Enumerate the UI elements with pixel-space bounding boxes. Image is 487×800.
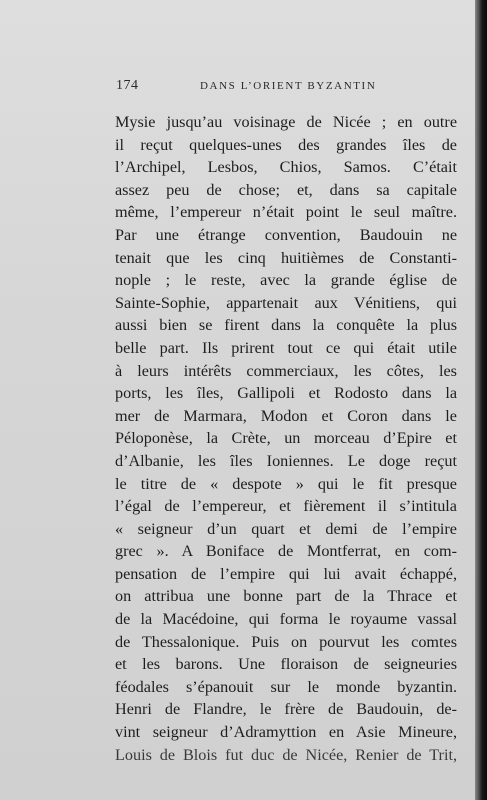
running-head [116,78,456,98]
text-line: aussi bien se firent dans la conquête la plus [115,316,457,335]
text-line: d’Albanie, les îles Ioniennes. Le doge reçut [115,451,457,470]
text-line: de Thessalonique. Puis on pourvut les comtes [115,632,457,651]
text-line: l’égal de l’empereur, et fièrement il s’intitula [115,497,457,516]
text-line: « seigneur d’un quart et demi de l’empire [115,519,457,538]
text-line: on attribua une bonne part de la Thrace et [115,587,457,606]
text-line: féodales s’épanouit sur le monde byzantin. [115,677,457,696]
text-line: assez peu de chose; et, dans sa capitale [115,180,457,199]
text-line: l’Archipel, Lesbos, Chios, Samos. C’était [115,158,457,177]
text-line: Par une étrange convention, Baudouin ne [115,225,457,244]
running-title: DANS L’ORIENT BYZANTIN [200,80,377,92]
text-line: belle part. Ils prirent tout ce qui était utile [115,338,457,357]
text-line: Péloponèse, la Crète, un morceau d’Epire et [115,429,457,448]
text-line: nople ; le reste, avec la grande église de [115,271,457,290]
text-line: et les barons. Une floraison de seigneuries [115,655,457,674]
text-line: mer de Marmara, Modon et Coron dans le [115,406,457,425]
text-line: même, l’empereur n’était point le seul maître. [115,203,457,222]
text-line: de la Macédoine, qui forma le royaume vassal [115,610,457,629]
text-line: pensation de l’empire qui lui avait échappé, [115,564,457,583]
text-line: à leurs intérêts commerciaux, les côtes, les [115,361,457,380]
text-line: vint seigneur d’Adramyttion en Asie Mineure, [115,723,457,742]
text-line: il reçut quelques-unes des grandes îles de [115,135,457,154]
text-line: ports, les îles, Gallipoli et Rodosto dans la [115,384,457,403]
page-edge [475,0,487,800]
body-text [115,111,457,766]
text-line: Mysie jusqu’au voisinage de Nicée ; en outre [115,113,457,131]
text-line: Sainte-Sophie, appartenait aux Vénitiens, qui [115,293,457,312]
text-line: grec ». A Boniface de Montferrat, en com- [115,542,457,561]
text-line: Henri de Flandre, le frère de Baudouin, de- [115,700,457,719]
text-line: tenait que les cinq huitièmes de Constanti- [115,248,457,267]
text-line: Louis de Blois fut duc de Nicée, Renier de Trit, [115,745,457,764]
page-number: 174 [116,78,139,93]
text-line: le titre de « despote » qui le fit presque [115,474,457,493]
